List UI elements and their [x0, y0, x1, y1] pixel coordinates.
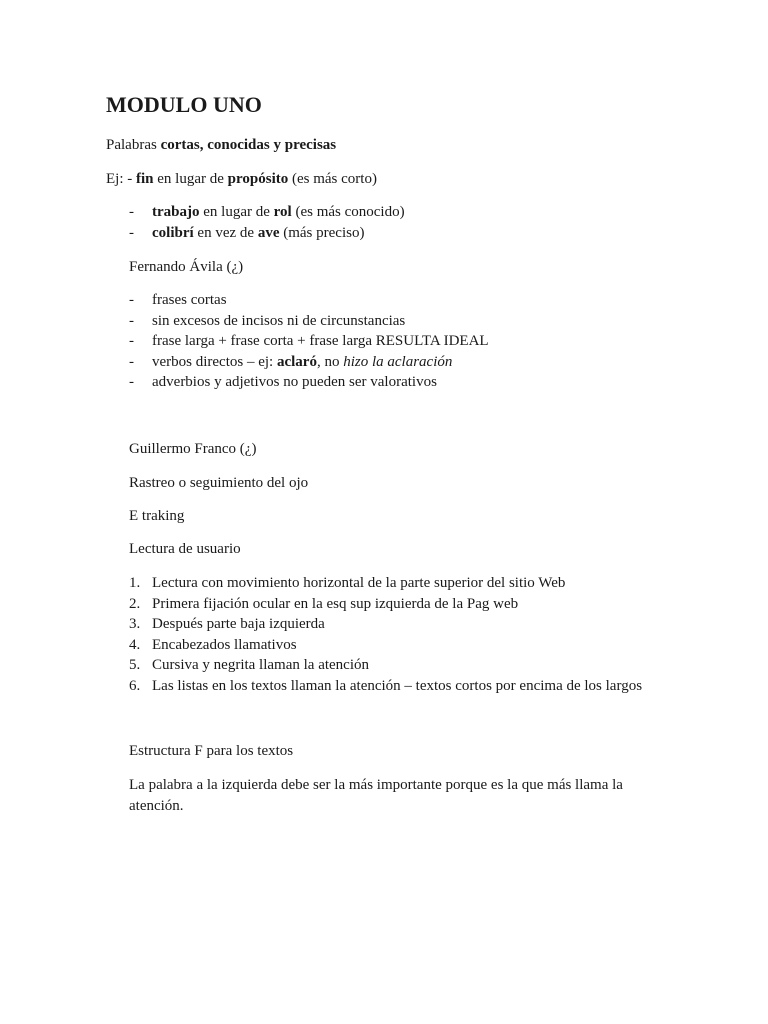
list-text: Encabezados llamativos: [152, 636, 297, 653]
list-number: 1.: [129, 575, 141, 591]
list-text: Después parte baja izquierda: [152, 616, 325, 632]
intro-line: [106, 135, 336, 156]
list-item: [129, 614, 642, 635]
list-text: (es más conocido): [291, 204, 405, 220]
line-rastreo: Rastreo o seguimiento del ojo: [129, 475, 309, 491]
list-bold: rol: [273, 204, 292, 220]
list-item: [129, 635, 642, 656]
list-marker: -: [129, 333, 134, 349]
list-text: , no: [316, 353, 344, 370]
list-item: [129, 676, 642, 697]
list-item: [129, 331, 489, 352]
list-bold: aclaró: [276, 353, 317, 370]
list-text: Primera fijación ocular en la esq sup izquierda de la Pag web: [152, 595, 519, 612]
list-marker: -: [129, 312, 134, 329]
example-word-2: propósito: [227, 171, 289, 187]
list-item: [129, 594, 642, 615]
list-text: adverbios y adjetivos no pueden ser valorativos: [152, 374, 437, 390]
line-lectura: Lectura de usuario: [129, 541, 241, 557]
list-text: frases cortas: [152, 292, 227, 308]
final-paragraph: La palabra a la izquierda debe ser la más importante porque es la que más llama la atención.: [129, 777, 623, 814]
list-text: en lugar de: [199, 204, 274, 220]
line-estructura: Estructura F para los textos: [129, 743, 294, 759]
author-fernando: Fernando Ávila (¿): [129, 259, 244, 275]
list-item: [129, 372, 489, 393]
example-list: [129, 202, 405, 243]
list-item: [129, 202, 405, 223]
list-marker: -: [129, 292, 134, 308]
example-connector: en lugar de: [153, 171, 228, 187]
list-text: en vez de: [193, 224, 258, 241]
list-text: Cursiva y negrita llaman la atención: [152, 657, 370, 673]
list-item: [129, 655, 642, 676]
list-text: frase larga + frase corta + frase larga RESULTA IDEAL: [152, 333, 489, 349]
reading-list: [129, 573, 642, 696]
list-text: verbos directos – ej:: [152, 353, 277, 370]
list-bold: colibrí: [152, 224, 194, 241]
list-number: 3.: [129, 616, 141, 632]
line-etraking: E traking: [129, 508, 185, 524]
list-number: 5.: [129, 657, 141, 673]
list-number: 6.: [129, 677, 141, 694]
document-title: MODULO UNO: [106, 92, 262, 117]
list-text: Lectura con movimiento horizontal de la parte superior del sitio Web: [152, 575, 566, 591]
author-guillermo: Guillermo Franco (¿): [129, 441, 257, 457]
example-prefix: Ej: -: [106, 171, 136, 187]
list-text: sin excesos de incisos ni de circunstancias: [152, 312, 406, 329]
example-note: (es más corto): [288, 171, 377, 187]
list-item: [129, 573, 642, 594]
list-marker: -: [129, 204, 134, 220]
list-item: [129, 223, 405, 244]
list-bold: ave: [257, 224, 280, 241]
list-marker: -: [129, 374, 134, 390]
list-item: [129, 352, 489, 373]
list-item: [129, 311, 489, 332]
style-list: [129, 290, 489, 393]
list-text: Las listas en los textos llaman la atención – textos cortos por encima de los largos: [152, 677, 643, 694]
list-text: (más preciso): [279, 224, 365, 241]
example-word-1: fin: [136, 171, 154, 187]
list-number: 2.: [129, 595, 141, 612]
intro-text: Palabras: [106, 137, 161, 153]
list-number: 4.: [129, 636, 141, 653]
example-line: [106, 169, 377, 190]
list-italic: hizo la aclaración: [343, 353, 453, 370]
list-item: [129, 290, 489, 311]
list-marker: -: [129, 224, 134, 241]
list-bold: trabajo: [152, 204, 200, 220]
intro-bold: cortas, conocidas y precisas: [160, 137, 337, 153]
list-marker: -: [129, 353, 134, 370]
